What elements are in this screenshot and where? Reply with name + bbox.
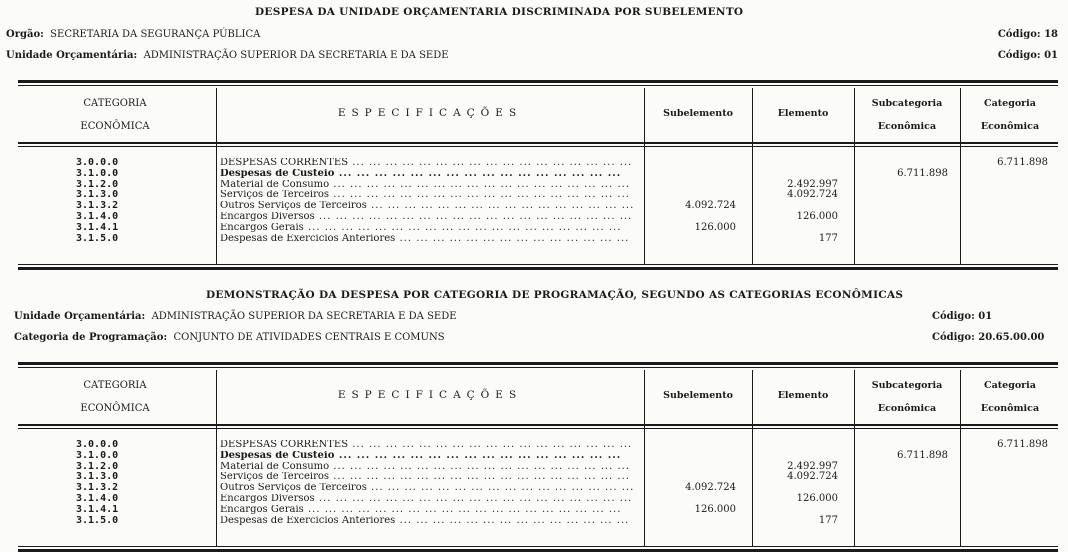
t1-row-spec: Outros Serviços de Terceiros ... ... ... ... ... ... ... ... ... ... ... ... ... ... ... ... bbox=[220, 201, 635, 212]
unidade2-value: ADMINISTRAÇÃO SUPERIOR DA SECRETARIA E DA SEDE bbox=[151, 311, 457, 322]
t1-row-subcategoria: 6.711.898 bbox=[897, 167, 948, 179]
t2-row-code: 3.1.0.0 bbox=[76, 449, 119, 461]
t2-row-subelemento bbox=[646, 451, 736, 462]
t2-row-subcategoria bbox=[856, 462, 948, 473]
t2-hdr-subelemento: Subelemento bbox=[663, 390, 733, 401]
t1-row-elemento bbox=[754, 169, 838, 180]
t1-row-elemento: 177 bbox=[818, 232, 838, 244]
t2-subelemento-column bbox=[646, 440, 736, 526]
t2-row-categoria bbox=[962, 516, 1048, 527]
t2-hdr-elemento: Elemento bbox=[777, 390, 829, 401]
t2-row-subelemento: 4.092.724 bbox=[685, 482, 736, 494]
t1-row-code: 3.1.2.0 bbox=[76, 178, 119, 190]
t1-rule-header-thin bbox=[18, 146, 1058, 147]
t1-row-code: 3.0.0.0 bbox=[76, 157, 119, 168]
t2-rule-header-thin bbox=[18, 428, 1058, 429]
unidade2-code: Código: 01 bbox=[932, 311, 993, 322]
t1-col-divider bbox=[960, 88, 961, 264]
t2-col-divider bbox=[644, 370, 645, 546]
t1-row-elemento: 4.092.724 bbox=[787, 189, 838, 201]
t2-row-spec: Encargos Diversos ... ... ... ... ... ... ... ... ... ... ... ... ... ... ... ... ... ... ... bbox=[220, 493, 633, 504]
unidade-value: ADMINISTRAÇÃO SUPERIOR DA SECRETARIA E DA SEDE bbox=[143, 50, 449, 61]
t1-col-divider bbox=[644, 88, 645, 264]
t2-row-code: 3.1.4.0 bbox=[76, 492, 119, 504]
t2-rule-bottom-thin bbox=[18, 546, 1058, 547]
t1-hdr-especificacoes: ESPECIFICAÇÕES bbox=[337, 107, 523, 119]
t2-row-elemento: 126.000 bbox=[796, 492, 838, 504]
t2-row-categoria bbox=[962, 472, 1048, 483]
t2-subcategoria-column bbox=[856, 440, 948, 526]
t2-row-elemento: 4.092.724 bbox=[787, 471, 838, 483]
t1-row-categoria bbox=[962, 180, 1048, 191]
t2-categoria-column bbox=[962, 440, 1048, 526]
orgao-label: Orgão: bbox=[6, 29, 44, 40]
t2-row-subcategoria bbox=[856, 505, 948, 516]
t2-row-categoria bbox=[962, 494, 1048, 505]
t1-row-code: 3.1.3.0 bbox=[76, 189, 119, 201]
t1-row-subcategoria bbox=[856, 223, 948, 234]
t2-codes-column bbox=[76, 440, 156, 526]
t2-row-subcategoria: 6.711.898 bbox=[897, 449, 948, 461]
t2-row-code: 3.1.4.1 bbox=[76, 503, 119, 515]
t1-rule-bottom-thin bbox=[18, 264, 1058, 265]
t1-row-elemento: 126.000 bbox=[796, 210, 838, 222]
t2-row-code: 3.1.5.0 bbox=[76, 514, 119, 526]
t1-row-subelemento bbox=[646, 234, 736, 245]
t1-row-spec: Encargos Diversos ... ... ... ... ... ... ... ... ... ... ... ... ... ... ... ... ... ... ... bbox=[220, 211, 633, 222]
t1-row-categoria bbox=[962, 212, 1048, 223]
t2-col-divider bbox=[960, 370, 961, 546]
t1-subcategoria-column bbox=[856, 158, 948, 244]
t2-row-subcategoria bbox=[856, 472, 948, 483]
t1-subelemento-column bbox=[646, 158, 736, 244]
t1-row-code: 3.1.4.0 bbox=[76, 210, 119, 222]
t2-hdr-subcategoria-economica: Subcategoria Econômica bbox=[871, 380, 943, 414]
t1-row-code: 3.1.0.0 bbox=[76, 167, 119, 179]
t1-rule-header bbox=[18, 142, 1058, 144]
t1-row-subcategoria bbox=[856, 201, 948, 212]
t1-row-categoria bbox=[962, 169, 1048, 180]
t2-row-elemento bbox=[754, 440, 838, 451]
t1-col-divider bbox=[216, 88, 217, 264]
unidade2-label: Unidade Orçamentária: bbox=[14, 311, 146, 322]
t1-hdr-categoria-economica: CATEGORIA ECONÔMICA bbox=[80, 98, 150, 132]
t2-row-spec: DESPESAS CORRENTES ... ... ... ... ... ... ... ... ... ... ... ... ... ... ... ... ... bbox=[220, 440, 633, 450]
t1-hdr-subelemento: Subelemento bbox=[663, 108, 733, 119]
t2-row-categoria bbox=[962, 462, 1048, 473]
t2-row-spec: Despesas de Custeio ... ... ... ... ... ... ... ... ... ... ... ... ... ... ... ... bbox=[220, 450, 622, 461]
orgao-line bbox=[6, 29, 260, 40]
t1-row-code: 3.1.5.0 bbox=[76, 232, 119, 244]
t1-hdr-subcategoria-economica: Subcategoria Econômica bbox=[871, 98, 943, 132]
t1-row-categoria bbox=[962, 234, 1048, 245]
doc1-title: DESPESA DA UNIDADE ORÇAMENTARIA DISCRIMINADA POR SUBELEMENTO bbox=[255, 6, 744, 18]
t1-row-spec: Encargos Gerais ... ... ... ... ... ... ... ... ... ... ... ... ... ... ... ... ... ... ... bbox=[220, 222, 622, 233]
t2-row-spec: Encargos Gerais ... ... ... ... ... ... ... ... ... ... ... ... ... ... ... ... ... ... ... bbox=[220, 504, 622, 515]
t2-col-divider bbox=[752, 370, 753, 546]
orgao-code: Código: 18 bbox=[997, 29, 1058, 40]
t2-row-subelemento: 126.000 bbox=[694, 503, 736, 515]
unidade-line bbox=[6, 50, 449, 61]
t1-row-spec: Despesas de Exercícios Anteriores ... ... ... ... ... ... ... ... ... ... ... ... ... ... bbox=[220, 233, 630, 244]
t1-elemento-column bbox=[754, 158, 838, 244]
t2-rule-top-thick bbox=[18, 362, 1058, 365]
t1-row-subelemento bbox=[646, 180, 736, 191]
t2-row-subcategoria bbox=[856, 494, 948, 505]
t1-row-subelemento bbox=[646, 169, 736, 180]
t1-hdr-elemento: Elemento bbox=[777, 108, 829, 119]
t2-row-subcategoria bbox=[856, 516, 948, 527]
t1-col-divider bbox=[854, 88, 855, 264]
t2-col-divider bbox=[854, 370, 855, 546]
t2-row-elemento: 2.492.997 bbox=[787, 460, 838, 472]
t2-rule-header bbox=[18, 424, 1058, 426]
t2-row-subelemento bbox=[646, 440, 736, 451]
t1-row-code: 3.1.3.2 bbox=[76, 200, 119, 212]
categoria-programacao-line bbox=[14, 332, 445, 343]
categoria-programacao-code: Código: 20.65.00.00 bbox=[932, 332, 1045, 343]
t1-row-subcategoria bbox=[856, 190, 948, 201]
doc2-title: DEMONSTRAÇÃO DA DESPESA POR CATEGORIA DE PROGRAMAÇÃO, SEGUNDO AS CATEGORIAS ECONÔMICAS bbox=[206, 289, 904, 301]
t1-col-divider bbox=[752, 88, 753, 264]
t1-categoria-column bbox=[962, 158, 1048, 244]
t1-hdr-categoria-economica-total: Categoria Econômica bbox=[980, 98, 1040, 132]
t1-row-subelemento bbox=[646, 158, 736, 169]
t1-row-categoria bbox=[962, 201, 1048, 212]
t1-spec-column bbox=[220, 158, 636, 244]
t1-row-categoria bbox=[962, 190, 1048, 201]
t2-row-spec: Serviços de Terceiros ... ... ... ... ... ... ... ... ... ... ... ... ... ... ... ... ... ... bbox=[220, 472, 630, 483]
t2-row-categoria: 6.711.898 bbox=[997, 439, 1048, 450]
orgao-value: SECRETARIA DA SEGURANÇA PÚBLICA bbox=[50, 29, 261, 40]
t1-row-categoria bbox=[962, 223, 1048, 234]
t1-row-elemento bbox=[754, 158, 838, 169]
t2-row-code: 3.0.0.0 bbox=[76, 439, 119, 450]
t2-spec-column bbox=[220, 440, 636, 526]
t2-hdr-categoria-economica: CATEGORIA ECONÔMICA bbox=[80, 380, 150, 414]
t1-row-subcategoria bbox=[856, 212, 948, 223]
t2-rule-top-thin bbox=[18, 367, 1058, 368]
t2-col-divider bbox=[216, 370, 217, 546]
t2-row-elemento: 177 bbox=[818, 514, 838, 526]
unidade2-line bbox=[14, 311, 457, 322]
categoria-programacao-label: Categoria de Programação: bbox=[14, 332, 168, 343]
t1-row-spec: Material de Consumo ... ... ... ... ... ... ... ... ... ... ... ... ... ... ... ... ... ... bbox=[220, 179, 631, 190]
t2-hdr-especificacoes: ESPECIFICAÇÕES bbox=[337, 389, 523, 401]
t1-row-subcategoria bbox=[856, 180, 948, 191]
unidade-code: Código: 01 bbox=[997, 50, 1058, 61]
t2-row-code: 3.1.3.0 bbox=[76, 471, 119, 483]
t2-row-categoria bbox=[962, 505, 1048, 516]
t1-row-subelemento: 4.092.724 bbox=[685, 200, 736, 212]
t2-row-spec: Material de Consumo ... ... ... ... ... ... ... ... ... ... ... ... ... ... ... ... ... ... bbox=[220, 461, 631, 472]
categoria-programacao-value: CONJUNTO DE ATIVIDADES CENTRAIS E COMUNS bbox=[173, 332, 445, 343]
t1-row-spec: DESPESAS CORRENTES ... ... ... ... ... ... ... ... ... ... ... ... ... ... ... ... ... bbox=[220, 158, 633, 168]
t2-row-categoria bbox=[962, 451, 1048, 462]
t2-row-subelemento bbox=[646, 462, 736, 473]
t1-rule-bottom-thick bbox=[18, 267, 1058, 270]
t2-row-code: 3.1.3.2 bbox=[76, 482, 119, 494]
t1-row-spec: Despesas de Custeio ... ... ... ... ... ... ... ... ... ... ... ... ... ... ... ... bbox=[220, 168, 622, 179]
t2-row-subelemento bbox=[646, 516, 736, 527]
t2-hdr-categoria-economica-total: Categoria Econômica bbox=[980, 380, 1040, 414]
t1-row-spec: Serviços de Terceiros ... ... ... ... ... ... ... ... ... ... ... ... ... ... ... ... ... ... bbox=[220, 190, 630, 201]
t1-row-elemento bbox=[754, 223, 838, 234]
t1-row-categoria: 6.711.898 bbox=[997, 157, 1048, 168]
t2-row-spec: Despesas de Exercícios Anteriores ... ... ... ... ... ... ... ... ... ... ... ... ... ... bbox=[220, 515, 630, 526]
t2-row-code: 3.1.2.0 bbox=[76, 460, 119, 472]
t1-row-elemento: 2.492.997 bbox=[787, 178, 838, 190]
t2-elemento-column bbox=[754, 440, 838, 526]
t2-row-subcategoria bbox=[856, 483, 948, 494]
t1-row-subcategoria bbox=[856, 234, 948, 245]
t2-row-spec: Outros Serviços de Terceiros ... ... ... ... ... ... ... ... ... ... ... ... ... ... ... ... bbox=[220, 483, 635, 494]
t1-row-code: 3.1.4.1 bbox=[76, 221, 119, 233]
t1-rule-top-thin bbox=[18, 85, 1058, 86]
t2-row-categoria bbox=[962, 483, 1048, 494]
t1-rule-top-thick bbox=[18, 80, 1058, 83]
t2-row-elemento bbox=[754, 451, 838, 462]
t2-row-elemento bbox=[754, 505, 838, 516]
unidade-label: Unidade Orçamentária: bbox=[6, 50, 138, 61]
t1-row-subelemento: 126.000 bbox=[694, 221, 736, 233]
t1-codes-column bbox=[76, 158, 156, 244]
